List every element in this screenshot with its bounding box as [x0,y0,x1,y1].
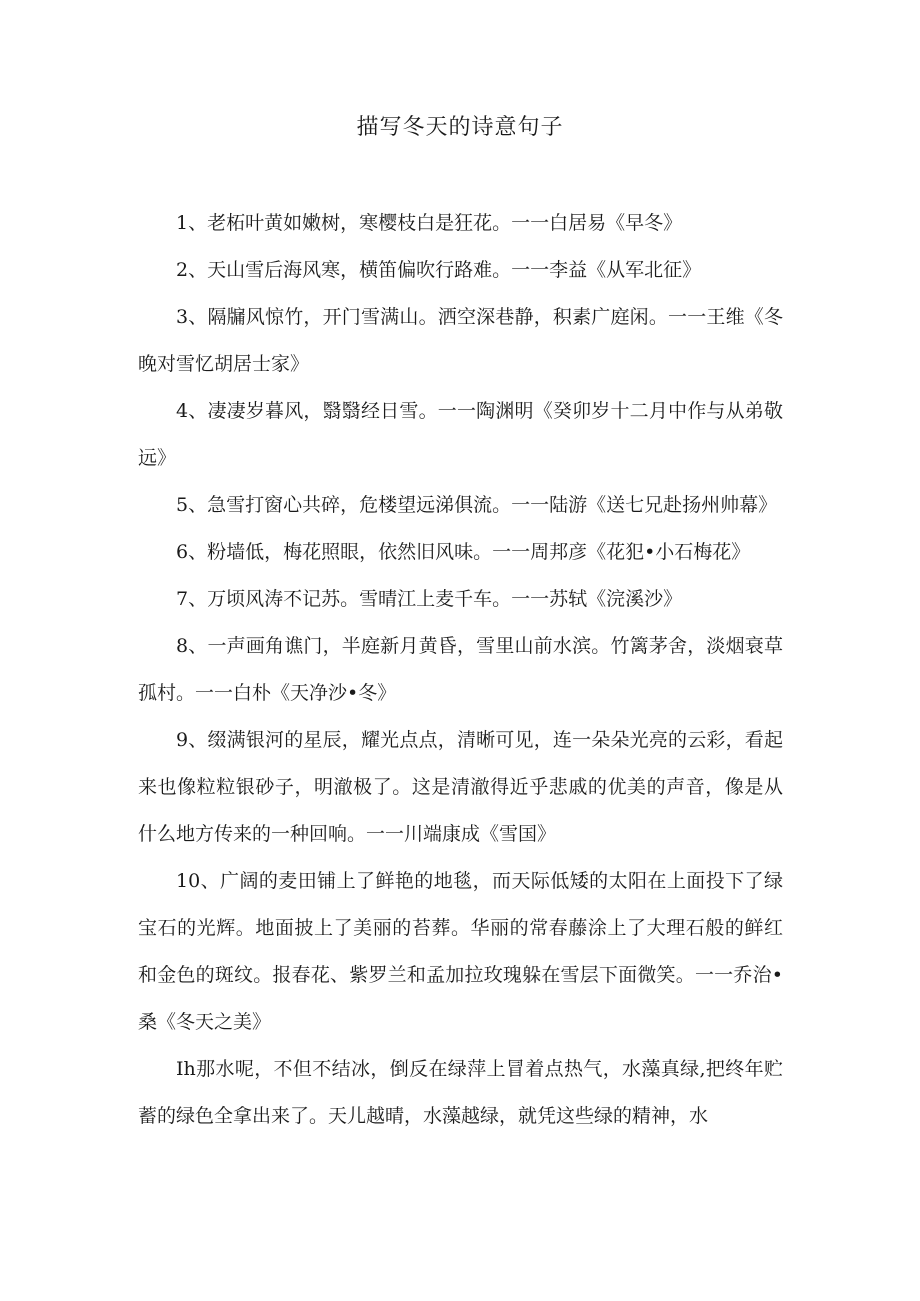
paragraph-11: Ih那水呢，不但不结冰，倒反在绿萍上冒着点热气，水藻真绿,把终年贮蓄的绿色全拿出来了。天儿越晴，水藻越绿，就凭这些绿的精神，水 [138,1058,783,1127]
paragraph-2: 2、天山雪后海风寒，横笛偏吹行路难。一一李益《从军北征》 [176,259,702,281]
paragraph-3: 3、隔牖风惊竹，开门雪满山。洒空深巷静，积素广庭闲。一一王维《冬晚对雪忆胡居士家》 [138,306,783,375]
paragraph-4: 4、凄凄岁暮风，翳翳经日雪。一一陶渊明《癸卯岁十二月中作与从弟敬远》 [138,400,783,469]
document-title: 描写冬天的诗意句子 [356,115,564,140]
paragraph-9: 9、缀满银河的星辰，耀光点点，清晰可见，连一朵朵光亮的云彩，看起来也像粒粒银砂子，明澈极了。这是清澈得近乎悲戚的优美的声音，像是从什么地方传来的一种回响。一一川端康成《雪国》 [138,729,783,845]
paragraph-6: 6、粉墙低，梅花照眼，依然旧风味。一一周邦彦《花犯•小石梅花》 [176,541,751,563]
document-body [138,200,783,1140]
paragraph-1: 1、老柘叶黄如嫩树，寒樱枝白是狂花。一一白居易《早冬》 [176,212,683,234]
paragraph-8: 8、一声画角谯门，半庭新月黄昏，雪里山前水滨。竹篱茅舍，淡烟衰草孤村。一一白朴《天净沙•冬》 [138,635,783,704]
paragraph-5: 5、急雪打窗心共碎，危楼望远涕俱流。一一陆游《送七兄赴扬州帅幕》 [176,494,778,516]
paragraph-10: 10、广阔的麦田铺上了鲜艳的地毯，而天际低矮的太阳在上面投下了绿宝石的光辉。地面披上了美丽的苔葬。华丽的常春藤涂上了大理石般的鲜红和金色的斑纹。报春花、紫罗兰和孟加拉玫瑰躲在雪层下面微笑。一一乔治•桑《冬天之美》 [138,870,783,1033]
paragraph-7: 7、万顷风涛不记苏。雪晴江上麦千车。一一苏轼《浣溪沙》 [176,588,683,610]
